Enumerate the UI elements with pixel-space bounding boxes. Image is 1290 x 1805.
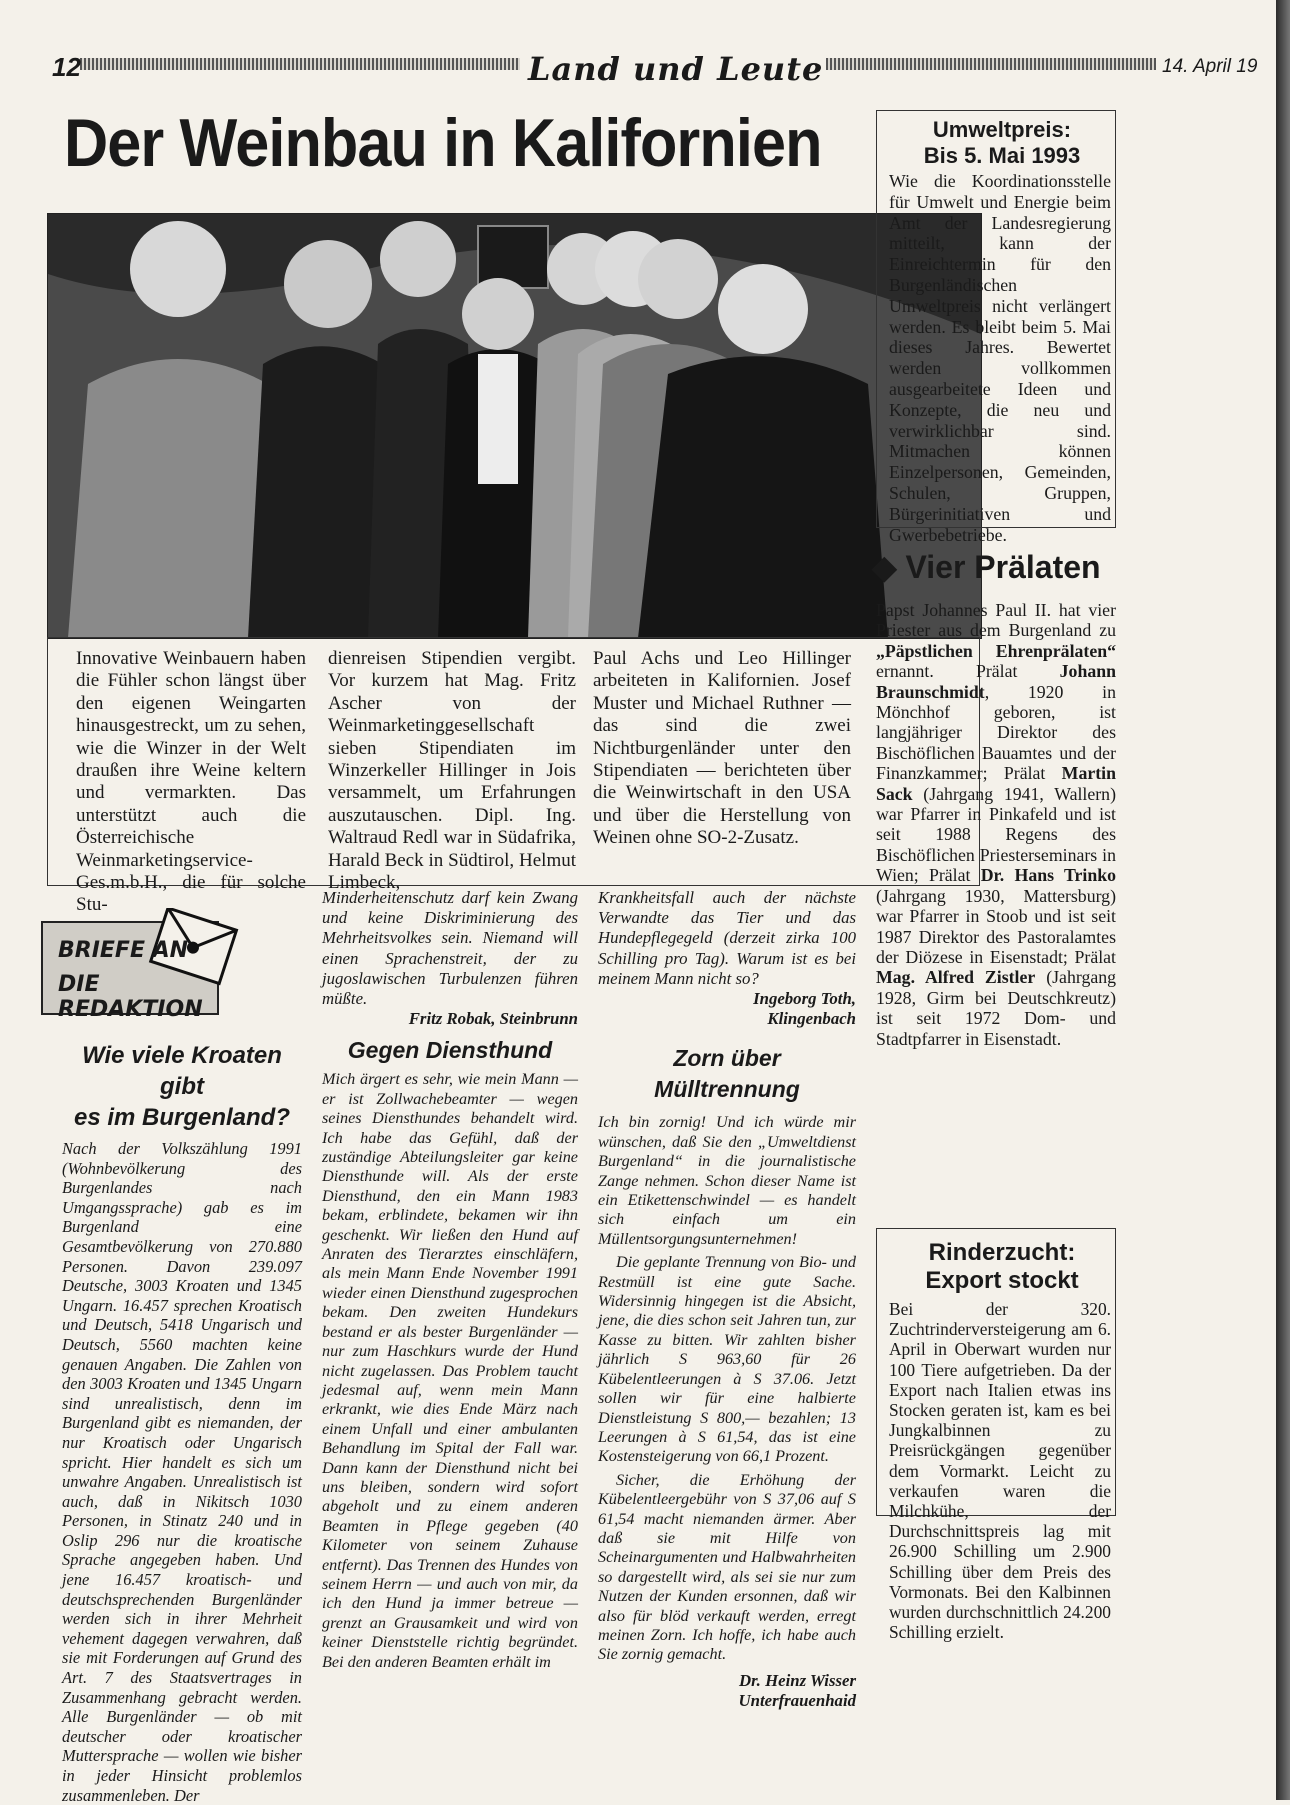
praelaten-section: [872, 548, 1276, 586]
letter2-headline: Gegen Diensthund: [347, 1037, 553, 1064]
letter1-headline-2: es im Burgenland?: [73, 1104, 291, 1131]
header-rule-right: [826, 58, 1156, 70]
page-edge-shadow: [1276, 0, 1290, 1800]
header-rule-left: [80, 58, 520, 70]
letters-label-line2: DIE REDAKTION: [58, 972, 203, 1022]
praelaten-text-part: (Jahrgang 1941, Wallern) war Pfarrer in Pinkafeld und ist seit 1988 Regens des Bischöflichen Priesterseminars in Wien; Prälat: [876, 783, 1116, 886]
letter1-column: [62, 1040, 302, 1805]
rinderzucht-text: Bei der 320. Zuchtrinderversteigerung am 6. April in Oberwart wurden nur 100 Tiere aufgetrieben. Da der Export nach Italien etwas ins Stocken geraten ist, kam es bei Jungkalbinnen zu Preisrückgängen gegenüber dem Vormarkt. Leicht zu verkaufen waren die Milchkühe, der Durchschnittspreis lag mit 26.900 Schilling um 2.900 Schilling über dem Preis des Vormonats. Bei den Kalbinnen wurden durchschnittlich 24.200 Schilling erzielt.: [889, 1299, 1111, 1643]
letter1-headline-1: Wie viele Kroaten gibt: [82, 1042, 282, 1100]
letter3-headline: Zorn über Mülltrennung: [654, 1045, 800, 1103]
letter2-signature-2: Klingenbach: [767, 1009, 856, 1029]
diamond-icon: ◆: [872, 549, 906, 585]
praelat-name: Martin Sack: [876, 763, 1116, 804]
letter2-signature-1: Ingeborg Toth,: [753, 989, 856, 1009]
rinderzucht-title-2: Export stockt: [925, 1267, 1079, 1294]
letter3-paragraph: Sicher, die Erhöhung der Kübelentleergebühr von S 37,06 auf S 61,54 macht niemanden ärmer. Aber daß sie mit Hilfe von Scheinargumenten und Halbwahrheiten so dargestellt wird, als sei sie nur zum Nutzen der Kunden ersonnen, daß wir also für blöd verkauft werden, erregt meinen Zorn. Ich hoffe, ich habe auch Sie zornig gemacht.: [598, 1470, 856, 1664]
praelat-name: Johann Braunschmidt: [876, 661, 1116, 702]
letters-label-line1: BRIEFE AN: [58, 938, 189, 963]
praelaten-text-part: (Jahrgang 1930, Mattersburg) war Pfarrer in Stoob und ist seit 1987 Direktor des Pastoralamtes der Diözese in Eisenstadt; Prälat: [876, 885, 1116, 967]
letter3-paragraph: Ich bin zornig! Und ich würde mir wünschen, daß Sie den „Umweltdienst Burgenland“ in die journalistische Zange nehmen. Schon dieser Name ist ein Etikettenschwindel — es handelt sich einfach um ein Müllentsorgungsunternehmen!: [598, 1113, 856, 1248]
page-number: 12: [52, 52, 81, 82]
masthead-title: Land und Leute: [528, 50, 824, 88]
article-column-2: dienreisen Stipendien vergibt. Vor kurzem hat Mag. Fritz Ascher von der Weinmarketinggesellschaft sieben Stipendiaten im Winzerkeller Hillinger in Jois versammelt, um Erfahrungen auszutauschen. Dipl. Ing. Waltraud Redl war in Südafrika, Harald Beck in Südtirol, Helmut Limbeck,: [328, 648, 576, 894]
letter2-text: Mich ärgert es sehr, wie mein Mann — er ist Zollwachebeamter — wegen seines Diensthundes behandelt wird. Ich habe das Gefühl, daß der zuständige Abteilungsleiter gar keine Diensthunde will. Als der erste Diensthund, den ein Mann 1983 bekam, erblindete, bekamen wir ihn geschenkt. Wir ließen den Hund auf Anraten des Tierarztes einschläfern, als mein Mann Ende November 1991 wieder einen Diensthund zugesprochen bekam. Den zweiten Hundekurs bestand er als bester Burgenländer — nur zum Haschkurs wurde der Hund nicht zugelassen. Das Problem taucht jedesmal auf, wenn mein Mann erkrankt, wie dies Ende März nach einem Unfall und einer ambulanten Behandlung im Spital der Fall war. Dann kann der Diensthund nicht bei uns bleiben, sondern wird sofort abgeholt und zu einem anderen Beamten in Pflege gegeben (40 Kilometer von seinem Zuhause entfernt). Das Trennen des Hundes von seinem Herrn — und auch von mir, da ich den Hund ja immer betreue — grenzt an Grausamkeit und wird von keiner Dienststelle richtig begründet. Bei den anderen Beamten erhält im: [322, 1070, 578, 1671]
letter2-continuation: Krankheitsfall auch der nächste Verwandte das Tier und das Hundepflegegeld (derzeit zirka 100 Schilling pro Tag). Warum ist es bei meinem Mann nicht so?: [598, 888, 856, 988]
praelaten-title-text: Vier Prälaten: [905, 549, 1101, 585]
rinderzucht-title-1: Rinderzucht:: [928, 1239, 1076, 1266]
umweltpreis-text: Wie die Koordinationsstelle für Umwelt und Energie beim Amt der Landesregierung mitteilt, kann der Einreichtermin für den Burgenländischen Umweltpreis nicht verlängert werden. Es bleibt beim 5. Mai dieses Jahres. Bewertet werden vollkommen ausgearbeitete Ideen und Konzepte, die neu und verwirklichbar sind. Mitmachen können Einzelpersonen, Gemeinden, Schulen, Gruppen, Bürgerinitiativen und Gwerbebetriebe.: [889, 171, 1111, 545]
middle-column: [322, 888, 578, 1672]
issue-date: 14. April 19: [1162, 56, 1258, 77]
umweltpreis-title-1: Umweltpreis:: [932, 117, 1072, 142]
praelat-name: Mag. Alfred Zistler: [876, 967, 1036, 988]
letter1-signature: Fritz Robak, Steinbrunn: [408, 1009, 578, 1029]
praelaten-text-part: Papst Johannes Paul II. hat vier Priester aus dem Burgenland zu: [876, 600, 1116, 641]
letter1-continuation: Minderheitenschutz darf kein Zwang und keine Diskriminierung des Mehrheitsvolkes sein. Niemand will einen Sprachenstreit, der zu jugoslawischen Turbulenzen führen müßte.: [322, 888, 578, 1009]
praelaten-text-part: , 1920 in Mönchhof geboren, ist langjähriger Direktor des Bischöflichen Bauamtes und der Finanzkammer; Prälat: [876, 681, 1116, 784]
umweltpreis-title-2: Bis 5. Mai 1993: [923, 143, 1081, 168]
letters-section-label: [40, 908, 250, 1020]
letter3-paragraph: Die geplante Trennung von Bio- und Restmüll ist eine gute Sache. Widersinnig hingegen ist die Absicht, jene, die dies schon seit Jahren tun, zur Kasse zu bitten. Wir zahlten bisher jährlich S 963,60 für 26 Kübelentleerungen à S 37.06. Jetzt sollen wir für eine halbierte Dienstleistung S 800,— bezahlen; 13 Leerungen à S 61,54, das ist eine Kostensteigerung von 66,1 Prozent.: [598, 1253, 856, 1466]
praelat-name: Dr. Hans Trinko: [980, 865, 1116, 886]
article-column-1: Innovative Weinbauern haben die Fühler schon längst über den eigenen Weingarten hinausgestreckt, um zu sehen, wie die Winzer in der Welt draußen ihre Weine keltern und vermarkten. Das unterstützt auch die Österreichische Weinmarketingservice-Ges.m.b.H., die für solche Stu-: [76, 648, 306, 916]
praelaten-title: [872, 548, 1276, 586]
article-column-3: Paul Achs und Leo Hillinger arbeiteten in Kalifornien. Josef Muster und Michael Ruthner — das sind die zwei Nichtburgenländer unter den Stipendiaten — berichteten über die Weinwirtschaft in den USA und über die Herstellung von Weinen ohne SO-2-Zusatz.: [593, 648, 851, 849]
letter3-signature-2: Unterfrauenhaid: [738, 1691, 856, 1710]
umweltpreis-box: [876, 110, 1116, 545]
praelaten-text-part: (Jahrgang 1928, Girm bei Deutschkreutz) ist seit 1972 Dom- und Stadtpfarrer in Eisenstadt.: [876, 967, 1117, 1049]
praelaten-text: [876, 600, 1116, 1049]
group-photo: [47, 213, 982, 639]
right-column: [598, 888, 856, 1711]
article-headline: Der Weinbau in Kalifornien: [64, 105, 822, 181]
praelaten-honor-title: „Päpstlichen Ehrenprälaten“: [876, 640, 1116, 661]
letter1-text: Nach der Volkszählung 1991 (Wohnbevölkerung des Burgenlandes nach Umgangssprache) gab es im Burgenland eine Gesamtbevölkerung von 270.880 Personen. Davon 239.097 Deutsche, 3003 Kroaten und 1345 Ungarn. 16.457 sprechen Kroatisch und Deutsch, 5418 Ungarisch und Deutsch, 5560 machten keine genauen Angaben. Die Zahlen von den 3003 Kroaten und 1345 Ungarn sind unrealistisch, denn im Burgenland gibt es niemanden, der nur Kroatisch oder Ungarisch spricht. Hier handelt es sich um unwahre Angaben. Unrealistisch ist auch, daß in Nikitsch 1030 Personen, in Stinatz 240 und in Oslip 296 nur die kroatische Sprache angegeben haben. Und jene 16.457 kroatisch- und deutschsprechenden Burgenländer werden sich in ihrer Mehrheit vehement dagegen verwahren, daß sie mit Forderungen auf Grund des Art. 7 des Staatsvertrages in Zusammenhang gebracht werden. Alle Burgenländer — ob mit deutscher oder kroatischer Muttersprache — wollen wie bisher in jeder Hinsicht problemlos zusammenleben. Der: [62, 1139, 302, 1805]
letter3-signature-1: Dr. Heinz Wisser: [738, 1670, 856, 1690]
praelaten-text-part: ernannt. Prälat: [876, 661, 1060, 682]
rinderzucht-box: [876, 1228, 1116, 1643]
